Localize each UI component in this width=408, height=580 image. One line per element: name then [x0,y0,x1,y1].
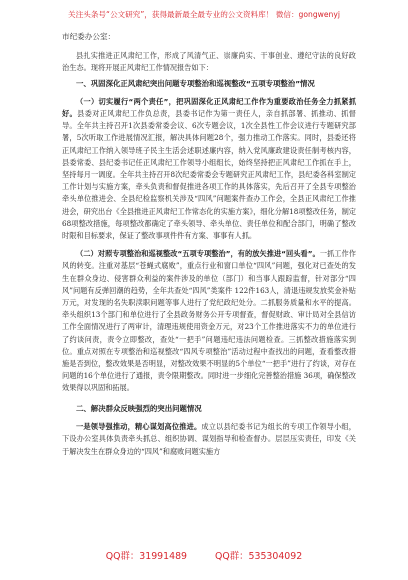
section-1-paragraph-1 [62,96,356,242]
section-1-heading: 一、巩固深化正风肃纪突出问题专项整治和巡视整改“五项专项整治”情况 [76,79,315,89]
section-1-paragraph-1-lead: （一）切实履行“两个责任”，把巩固深化正风肃纪工作作为重要政治任务全力抓紧抓好。 [62,96,356,119]
salutation: 市纪委办公室： [62,32,116,41]
section-1-paragraph-2 [62,248,356,394]
footer-qq-group-1: QQ群：31991489 [105,551,188,562]
footer-qq-group-2: QQ群：535304092 [215,551,303,562]
section-2-heading: 二、解决群众反映强烈的突出问题情况 [76,403,202,413]
section-2-paragraph-1 [62,421,356,458]
section-1-paragraph-2-body: 一抓工作作风的转变。注重对基层“苍蝇式腐败”，重点行业和窗口单位“四风”问题，强化对已查处的发生在群众身边、侵害群众利益的案件涉及的单位（部门）和当事人跟踪监督，针对部分“四风”问题有反弹回潮的趋势，全年共查处“四风”类案件 122件163人，清退违规发放奖金补贴万元，对发现的名失职渎职问题等事人进行了党纪政纪处分。二抓服务质量和水平的提高。牵头组织13个部门和单位进行了全县政务财务公开专项督查，督促财政、审计局对全县信访工作全面情况进行了两审计，清理违规使用资金万元，对23个工作推进落实不力的单位进行了约谈问责，责令立即整改，查处“一把手”问题违纪违法问题检查。三抓整改措施落实到位。重点对照在专项整治和巡视整改“四风专项整治”活动过程中查找出的问题，查看整改措施是否到位，整改效果是否明显，对整改效果不明显的5个单位“一把手”进行了约谈，对存在问题的16个单位进行了通报，责令限期整改。同时进一步细化完善整治措施 36项，确保整改效果得以巩固和拓展。 [62,249,356,393]
header-banner: 关注头条号“公文研究”，获得最新最全最专业的公文资料库！ 微信：gongwenyj [68,10,340,19]
section-1-paragraph-2-lead: （二）对照专项整治和巡视整改“五项专项整治”，有的放矢推进“回头看”。 [76,249,320,259]
footer-contact [0,548,408,562]
section-2-paragraph-1-body: 成立以县纪委书记为组长的专项工作领导小组，下设办公室具体负责牵头抓总、组织协调、谋划指导和检查督办。层层压实责任，印发《关于解决发生在群众身边的“四风”和腐败问题实施方 [62,422,356,456]
section-1-paragraph-1-body: 县委对正风肃纪工作负总责，县委书记作为第一责任人，亲自抓部署、抓推动、抓督导。全年共主持召开1次县委常委会议、6次专题会议，1次全县性工作会议进行专题研究部署，5次听取工作进展情况汇报，解决具体问题28个，强力推动工作落实。同时，县委还将正风肃纪工作纳入领导班子民主生活会述职述廉内容，纳入党风廉政建设责任制考核内容，县委常委、县纪委书记任正风肃纪工作领导小组组长，始终坚持把正风肃纪工作抓在手上，坚持每月一调度。全年共主持召开8次纪委常委会专题研究正风肃纪工作，县纪委各科室制定工作计划与实施方案，牵头负责和督促推进各项工作的具体落实，先后召开了全县专项整治牵头单位推进会、全县纪检监察机关涉及“四风”问题案件查办工作会，全县正风肃纪工作推进会，研究出台《全县推进正风肃纪工作常态化的实施方案》，细化分解18项整改任务，制定68项整改措施，每项整改都确定了牵头领导、牵头单位、责任单位和配合部门，明确了整改时限和目标要求，保证了整改事项件件有方案、事事有人抓。 [62,109,356,241]
intro-paragraph: 县扎实推进正风肃纪工作，形成了风清气正、崇廉尚实、干事创业、遵纪守法的良好政治生态。现将开展正风肃纪工作情况报告如下： [62,51,356,73]
section-2-paragraph-1-lead: 一是领导强推动，精心谋划高位推进。 [76,422,202,432]
document-body [62,31,356,458]
